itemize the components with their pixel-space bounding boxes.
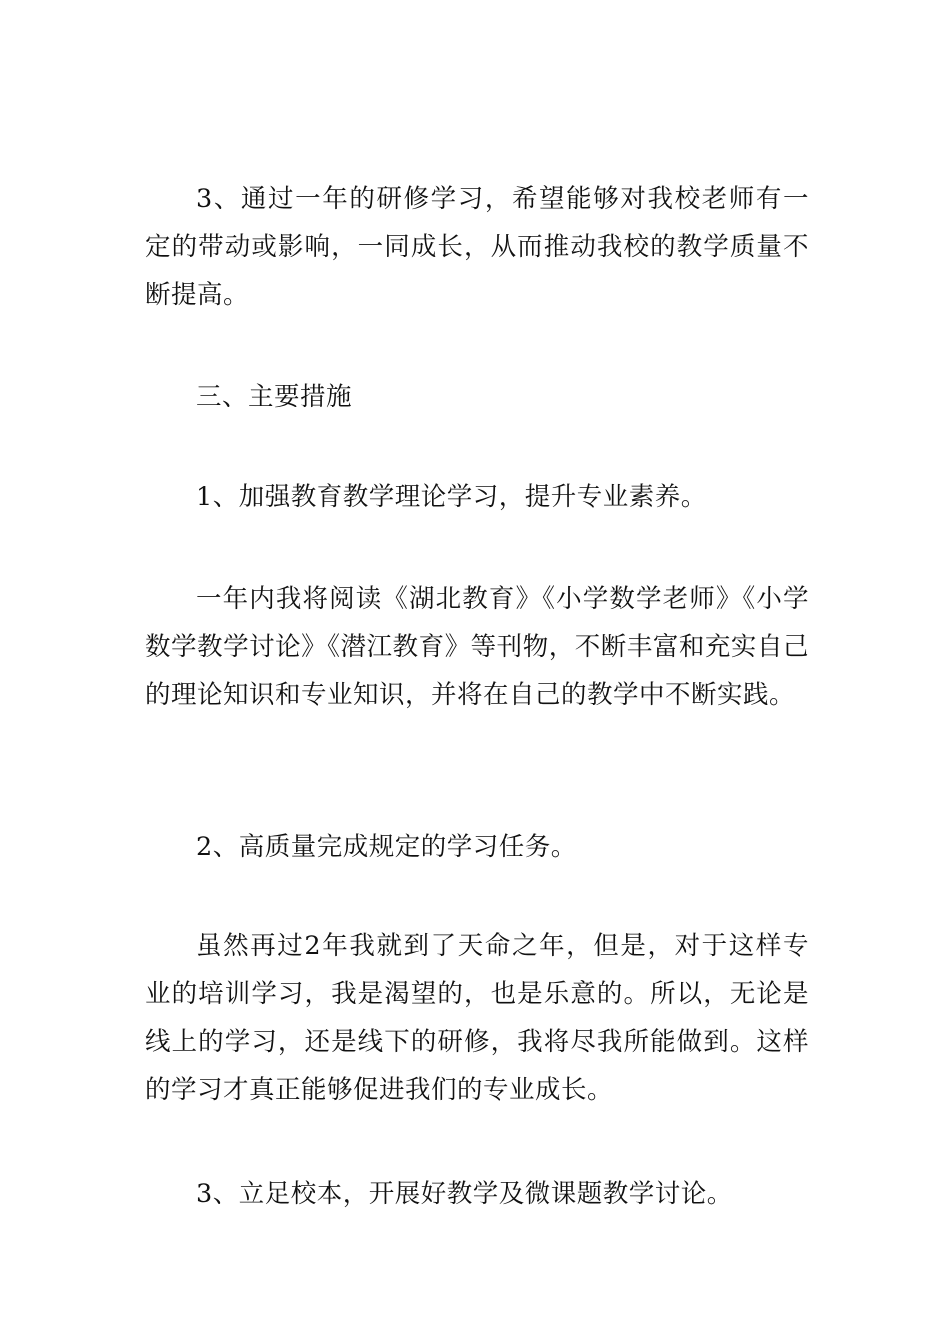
section-heading-main-measures: 三、主要措施 <box>196 382 353 412</box>
paragraph-measure-1-body: 一年内我将阅读《湖北教育》《小学数学老师》《小学数学教学讨论》《潜江教育》等刊物，不断丰富和充实自己的理论知识和专业知识，并将在自己的教学中不断实践。 <box>145 584 809 710</box>
paragraph-measure-2-body: 虽然再过2年我就到了天命之年，但是，对于这样专业的培训学习，我是渴望的，也是乐意的。所以，无论是线上的学习，还是线下的研修，我将尽我所能做到。这样的学习才真正能够促进我们的专业成长。 <box>145 931 809 1105</box>
paragraph-measure-1-heading: 1、加强教育教学理论学习，提升专业素养。 <box>196 482 707 512</box>
paragraph-measure-2-heading: 2、高质量完成规定的学习任务。 <box>196 832 577 862</box>
paragraph-goal-3: 3、通过一年的研修学习，希望能够对我校老师有一定的带动或影响，一同成长，从而推动我校的教学质量不断提高。 <box>145 184 809 310</box>
paragraph-measure-3-heading: 3、立足校本，开展好教学及微课题教学讨论。 <box>196 1179 733 1209</box>
